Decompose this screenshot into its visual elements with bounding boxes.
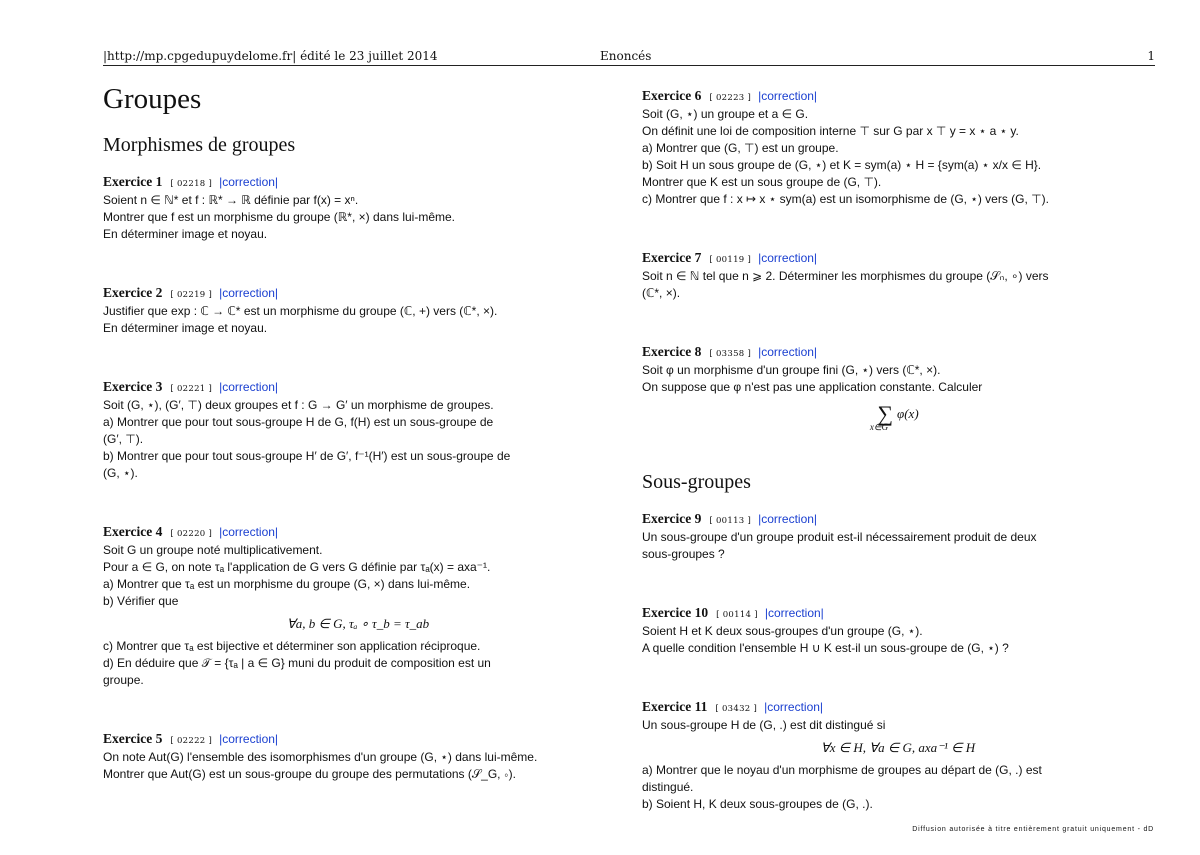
correction-link[interactable]: |correction| (219, 732, 279, 746)
exercise-line: On note Aut(G) l'ensemble des isomorphismes d'un groupe (G, ⋆) dans lui-même. (103, 750, 538, 764)
left-column (103, 80, 613, 825)
exercise-title: Exercice 1 (103, 174, 163, 189)
display-formula: ∀a, b ∈ G, τₐ ∘ τ_b = τ_ab (286, 616, 430, 631)
exercise-9 (642, 511, 1154, 563)
exercise-line: Montrer que f est un morphisme du groupe (ℝ*, ×) dans lui-même. (103, 210, 455, 224)
exercise-line: b) Vérifier que (103, 594, 179, 608)
exercise-code: [ 02220 ] (170, 529, 213, 539)
exercise-line: Soient H et K deux sous-groupes d'un groupe (G, ⋆). (642, 624, 923, 638)
exercise-title: Exercice 3 (103, 379, 163, 394)
exercise-line: On suppose que φ n'est pas une application constante. Calculer (642, 380, 983, 394)
exercise-line: c) Montrer que f : x ↦ x ⋆ sym(a) est un isomorphisme de (G, ⋆) vers (G, ⊤). (642, 192, 1049, 206)
exercise-title: Exercice 10 (642, 605, 709, 620)
exercise-8 (642, 344, 1154, 433)
exercise-line: Soit φ un morphisme d'un groupe fini (G, ⋆) vers (ℂ*, ×). (642, 363, 941, 377)
correction-link[interactable]: |correction| (219, 525, 279, 539)
exercise-line: Soit n ∈ ℕ tel que n ⩾ 2. Déterminer les morphismes du groupe (𝒮ₙ, ∘) vers (642, 269, 1049, 283)
exercise-title: Exercice 11 (642, 699, 708, 714)
exercise-line: d) En déduire que 𝒯 = {τₐ | a ∈ G} muni du produit de composition est un (103, 656, 491, 670)
sum-expression: φ(x) (897, 406, 919, 421)
exercise-line: sous-groupes ? (642, 547, 725, 561)
exercise-11 (642, 699, 1154, 813)
exercise-1 (103, 174, 613, 243)
exercise-title: Exercice 5 (103, 731, 163, 746)
exercise-code: [ 00113 ] (709, 516, 752, 526)
exercise-code: [ 03358 ] (709, 349, 752, 359)
exercise-line: (G′, ⊤). (103, 432, 144, 446)
page-header (103, 49, 1155, 66)
exercise-code: [ 02221 ] (170, 384, 213, 394)
correction-link[interactable]: |correction| (219, 286, 279, 300)
exercise-line: Un sous-groupe d'un groupe produit est-il nécessairement produit de deux (642, 530, 1037, 544)
exercise-2 (103, 285, 613, 337)
exercise-5 (103, 731, 613, 783)
section-sous-groupes: Sous-groupes (642, 471, 751, 493)
exercise-title: Exercice 2 (103, 285, 163, 300)
correction-link[interactable]: |correction| (764, 700, 824, 714)
correction-link[interactable]: |correction| (764, 606, 824, 620)
exercise-line: Pour a ∈ G, on note τₐ l'application de G vers G définie par τₐ(x) = axa⁻¹. (103, 560, 491, 574)
exercise-line: Montrer que Aut(G) est un sous-groupe du groupe des permutations (𝒮_G, ∘). (103, 767, 516, 781)
exercise-line: Soit G un groupe noté multiplicativement. (103, 543, 323, 557)
correction-link[interactable]: |correction| (219, 380, 279, 394)
exercise-line: b) Soient H, K deux sous-groupes de (G, .). (642, 797, 873, 811)
exercise-line: Soient n ∈ ℕ* et f : ℝ* → ℝ définie par f(x) = xⁿ. (103, 193, 359, 207)
exercise-line: groupe. (103, 673, 144, 687)
exercise-10 (642, 605, 1154, 657)
exercise-line: a) Montrer que τₐ est un morphisme du groupe (G, ×) dans lui-même. (103, 577, 471, 591)
correction-link[interactable]: |correction| (758, 89, 818, 103)
exercise-line: Un sous-groupe H de (G, .) est dit distingué si (642, 718, 886, 732)
exercise-title: Exercice 8 (642, 344, 702, 359)
exercise-line: Montrer que K est un sous groupe de (G, ⊤). (642, 175, 882, 189)
exercise-line: En déterminer image et noyau. (103, 227, 268, 241)
section-morphismes: Morphismes de groupes (103, 134, 296, 156)
exercise-title: Exercice 7 (642, 250, 702, 265)
exercise-3 (103, 379, 613, 482)
correction-link[interactable]: |correction| (219, 175, 279, 189)
exercise-line: (G, ⋆). (103, 466, 138, 480)
exercise-line: a) Montrer que le noyau d'un morphisme de groupes au départ de (G, .) est (642, 763, 1042, 777)
exercise-line: En déterminer image et noyau. (103, 321, 268, 335)
exercise-7 (642, 250, 1154, 302)
exercise-line: Soit (G, ⋆) un groupe et a ∈ G. (642, 107, 809, 121)
exercise-code: [ 02223 ] (709, 93, 752, 103)
exercise-title: Exercice 4 (103, 524, 163, 539)
sum-formula (642, 401, 1154, 433)
header-source: |http://mp.cpgedupuydelome.fr| édité le 23 juillet 2014 (103, 49, 438, 63)
exercise-code: [ 02218 ] (170, 179, 213, 189)
exercise-line: Soit (G, ⋆), (G′, ⊤) deux groupes et f : G → G′ un morphisme de groupes. (103, 398, 494, 412)
exercise-line: distingué. (642, 780, 694, 794)
exercise-line: On définit une loi de composition interne ⊤ sur G par x ⊤ y = x ⋆ a ⋆ y. (642, 124, 1019, 138)
exercise-title: Exercice 9 (642, 511, 702, 526)
exercise-code: [ 02222 ] (170, 736, 213, 746)
exercise-line: b) Montrer que pour tout sous-groupe H′ de G′, f⁻¹(H′) est un sous-groupe de (103, 449, 511, 463)
exercise-code: [ 00119 ] (709, 255, 752, 265)
correction-link[interactable]: |correction| (758, 345, 818, 359)
display-formula: ∀x ∈ H, ∀a ∈ G, axa⁻¹ ∈ H (820, 740, 976, 755)
exercise-4 (103, 524, 613, 689)
page-number: 1 (1147, 49, 1155, 63)
exercise-line: b) Soit H un sous groupe de (G, ⋆) et K = sym(a) ⋆ H = {sym(a) ⋆ x/x ∈ H}. (642, 158, 1042, 172)
exercise-line: Justifier que exp : ℂ → ℂ* est un morphisme du groupe (ℂ, +) vers (ℂ*, ×). (103, 304, 498, 318)
exercise-line: a) Montrer que pour tout sous-groupe H de G, f(H) est un sous-groupe de (103, 415, 494, 429)
sum-symbol: ∑ (877, 401, 894, 426)
exercise-code: [ 02219 ] (170, 290, 213, 300)
exercise-line: a) Montrer que (G, ⊤) est un groupe. (642, 141, 839, 155)
exercise-title: Exercice 6 (642, 88, 702, 103)
exercise-6 (642, 88, 1154, 208)
correction-link[interactable]: |correction| (758, 512, 818, 526)
header-section: Enoncés (600, 49, 652, 63)
sum-subscript: x∈G (869, 422, 889, 432)
page-title: Groupes (103, 83, 202, 115)
exercise-line: (ℂ*, ×). (642, 286, 681, 300)
page-footer: Diffusion autorisée à titre entièrement gratuit uniquement - dD (912, 826, 1154, 833)
exercise-line: c) Montrer que τₐ est bijective et déterminer son application réciproque. (103, 639, 481, 653)
correction-link[interactable]: |correction| (758, 251, 818, 265)
right-column (642, 88, 1154, 855)
exercise-code: [ 00114 ] (716, 610, 758, 620)
exercise-code: [ 03432 ] (715, 704, 758, 714)
exercise-line: A quelle condition l'ensemble H ∪ K est-il un sous-groupe de (G, ⋆) ? (642, 641, 1009, 655)
